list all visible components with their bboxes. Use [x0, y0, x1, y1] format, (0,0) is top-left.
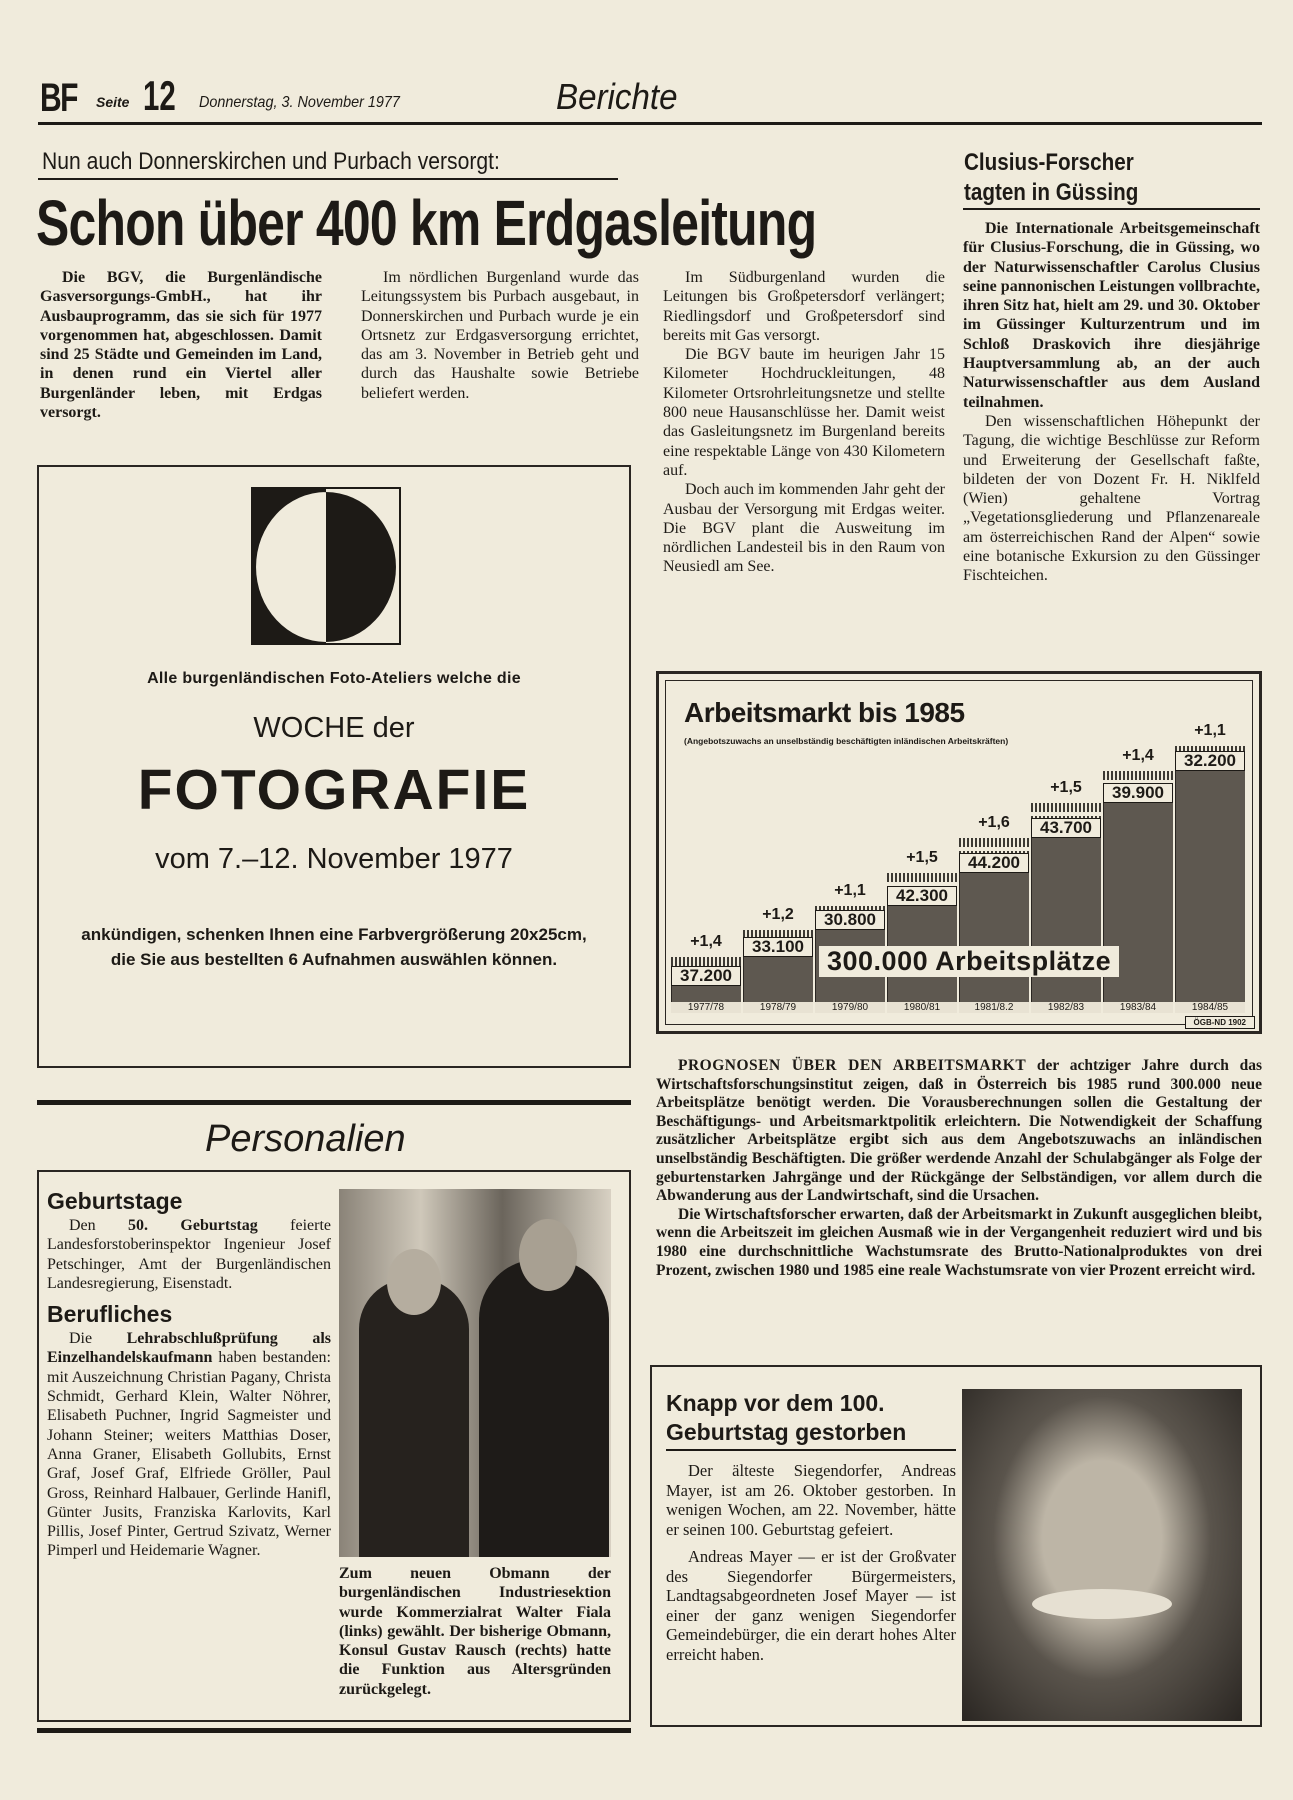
chart-value-label: 44.200: [959, 853, 1029, 873]
chart-bar: [743, 957, 813, 1004]
chart-growth-label: +1,4: [690, 932, 722, 950]
chart-value-label: 30.800: [815, 910, 885, 930]
masthead-logo: BF: [40, 76, 77, 120]
issue-date: Donnerstag, 3. November 1977: [199, 94, 400, 111]
photo-week-ad: [37, 465, 631, 1068]
chart-category-label: 1978/79: [743, 1002, 813, 1013]
headline-line: Clusius-Forscher: [964, 149, 1134, 176]
article-lead-column: [40, 268, 322, 422]
headline-line: tagten in Güssing: [964, 179, 1139, 206]
paragraph: Doch auch im kommenden Jahr geht der Ausbau der Versorgung mit Erdgas weiter. Die BGV plant die Ausweitung im nördlichen Landesteil bis in den Raum von Neusiedl am See.: [663, 481, 945, 576]
chart-subtitle: (Angebotszuwachs an unselbständig beschäftigten inländischen Arbeitskräften): [684, 736, 1009, 746]
chart-growth-label: +1,5: [906, 848, 938, 866]
obituary-body: [666, 1461, 956, 1664]
chart-value-label: 42.300: [887, 886, 957, 906]
ad-offer-line1: ankündigen, schenken Ihnen eine Farbvergrößerung 20x25cm,: [81, 925, 587, 944]
bold-phrase: 50. Geburtstag: [128, 1217, 258, 1234]
chart-bar: [1031, 838, 1101, 1004]
ad-dates: vom 7.–12. November 1977: [155, 843, 513, 875]
berufliches-heading: Berufliches: [47, 1301, 173, 1328]
chart-category-label: 1980/81: [887, 1002, 957, 1013]
article-column-3: [663, 268, 945, 577]
chart-category-label: 1977/78: [671, 1002, 741, 1013]
chart-value-label: 43.700: [1031, 818, 1101, 838]
section-title: Berichte: [556, 76, 678, 117]
paragraph: Die BGV baute im heurigen Jahr 15 Kilometer Hochdruckleitungen, 48 Kilometer Ortsrohrleitungsnetze und stellte 800 neue Hausanschlüsse her. Damit weist das Gasleitungsnetz im Burgenland bereits eine respektable Länge von 430 Kilometern auf.: [663, 346, 945, 479]
ad-logo-icon: [251, 487, 401, 645]
chart-growth-label: +1,4: [1122, 747, 1154, 765]
lead-paragraph: Die BGV, die Burgenländische Gasversorgungs-GmbH., hat ihr Ausbauprogramm, das sie sich für 1977 vorgenommen hat, abgeschlossen. Damit sind 25 Städte und Gemeinden im Land, in denen rund ein Viertel aller Burgenländer leben, mit Erdgas versorgt.: [40, 269, 322, 422]
clusius-rule: [963, 208, 1260, 210]
personalien-bottom-rule: [37, 1728, 631, 1733]
personalien-top-rule: [37, 1100, 631, 1105]
prognosen-lead-text: der achtziger Jahre durch das Wirtschaftsforschungsinstitut zeigen, daß in Österreich bis 1985 rund 300.000 neue Arbeitsplätze benötigt werden. Die Vorausberechnungen sollen die Gestaltung der Beschäftigungs- und Arbeitsmarktpolitik erleichtern. Die Notwendigkeit der Schaffung zusätzlicher Arbeitsplätze ergibt sich aus dem Angebotszuwachs an inländischen unselbständig Beschäftigten. Die größer werdende Anzahl der Schulabgänger als Folge der geburtenstarken Jahrgänge und der Rückgänge der Selbständigen, vor allem durch die Abwanderung aus der Landwirtschaft, sind die Ursachen.: [656, 1057, 1262, 1205]
paragraph: Der älteste Siegendorfer, Andreas Mayer, ist am 26. Oktober gestorben. In wenigen Wochen, am 22. November, hätte er seinen 100. Geburtstag gefeiert.: [666, 1461, 956, 1539]
chart-category-label: 1984/85: [1175, 1002, 1245, 1013]
paragraph: Im Südburgenland wurden die Leitungen bis Großpetersdorf verlängert; Riedlingsdorf und Großpetersdorf sind bereits mit Gas versorgt.: [663, 269, 945, 344]
headline-line: Geburtstag gestorben: [666, 1419, 907, 1445]
chart-bar: [959, 873, 1029, 1004]
page-number: 12: [143, 72, 176, 119]
article-kicker: Nun auch Donnerskirchen und Purbach versorgt:: [42, 148, 500, 175]
chart-category-label: 1982/83: [1031, 1002, 1101, 1013]
lead-paragraph: Die Internationale Arbeitsgemeinschaft für Clusius-Forschung, die in Güssing, wo der Naturwissenschaftler Carolus Clusius seine pannonischen Leistungen vollbrachte, ihren Sitz hat, hielt am 29. und 30. Oktober im Güssinger Kulturzentrum und im Schloß Draskovich ihre diesjährige Hauptversammlung ab, an der auch Naturwissenschaftler aus dem Ausland teilnahmen.: [963, 220, 1260, 411]
labor-market-chart: [656, 671, 1262, 1034]
paragraph: Im nördlichen Burgenland wurde das Leitungssystem bis Purbach ausgebaut, in Donnerskirchen und Purbach wurde je ein Ortsnetz zur Erdgasversorgung errichtet, das am 3. November in Betrieb geht und durch das Haushalte sowie Betriebe beliefert werden.: [361, 269, 639, 402]
article-column-2: [361, 268, 639, 403]
clusius-body: [963, 219, 1260, 586]
chart-growth-label: +1,2: [762, 906, 794, 924]
chart-value-label: 39.900: [1103, 783, 1173, 803]
chart-total-label: 300.000 Arbeitsplätze: [819, 946, 1119, 977]
ad-fotografie: FOTOGRAFIE: [137, 758, 531, 822]
andreas-mayer-portrait: [962, 1389, 1242, 1721]
chart-bar: [1175, 771, 1245, 1004]
paragraph: Andreas Mayer — er ist der Großvater des Siegendorfer Bürgermeisters, Landtagsabgeordneten Josef Mayer — ist einer der ganz wenigen Siegendorfer Gemeindebürger, die ein derart hohes Alter erreicht haben.: [666, 1547, 956, 1664]
obituary-rule: [666, 1449, 956, 1451]
geburtstage-heading: Geburtstage: [47, 1188, 183, 1214]
chart-category-label: 1981/8.2: [959, 1002, 1029, 1013]
kicker-rule: [38, 178, 618, 180]
personalien-text: Geburtstage Den 50. Geburtstag feierte Landesforstoberinspektor Ingenieur Josef Petschinger, Amt der Burgenländischen Landesregierung, Eisenstadt. Berufliches Die Lehrabschlußprüfung als Einzelhandelskaufmann haben bestanden: mit Auszeichnung Christian Pagany, Christa Schmidt, Gerhard Klein, Walter Nöhrer, Elisabeth Puchner, Ingrid Sagmeister und Johann Steiner; weiters Matthias Doser, Anna Graner, Elisabeth Gollubits, Ernst Graf, Josef Graf, Elfriede Gröller, Paul Gross, Reinhard Halbauer, Gerlinde Hanifl, Günter Jusits, Franziska Karlovits, Karl Pillis, Josef Pinter, Gertrud Szivatz, Werner Pimperl und Heidemarie Wagner.: [47, 1188, 332, 1560]
personalien-box: [37, 1170, 631, 1722]
obituary-headline: [666, 1389, 906, 1447]
chart-value-label: 32.200: [1175, 751, 1245, 771]
ad-intro: Alle burgenländischen Foto-Ateliers welche die: [147, 670, 521, 687]
industry-section-photo: [339, 1189, 611, 1557]
paragraph: Den wissenschaftlichen Höhepunkt der Tagung, die wichtige Beschlüsse zur Reform und Erweiterung der Gesellschaft faßte, bildeten der von Dozent Fr. H. Niklfeld (Wien) gehaltene Vortrag „Vegetationsgliederung und Pflanzenareale am österreichischen Rand der Alpen“ sowie eine botanische Exkursion zu den Güssinger Fischteichen.: [963, 412, 1260, 585]
ad-woche: WOCHE der: [253, 712, 415, 744]
masthead-rule: [38, 122, 1262, 125]
chart-growth-label: +1,5: [1050, 779, 1082, 797]
chart-growth-label: +1,1: [834, 882, 866, 900]
chart-value-label: 37.200: [671, 966, 741, 986]
bold-phrase: Lehrabschlußprüfung als Einzelhandelskaufmann: [47, 1330, 331, 1367]
prognosen-lead-caps: PROGNOSEN ÜBER DEN ARBEITSMARKT: [678, 1057, 1027, 1074]
photo-caption: Zum neuen Obmann der burgenländischen Industriesektion wurde Kommerzialrat Walter Fiala (links) gewählt. Der bisherige Obmann, Konsul Gustav Rausch (rechts) hatte die Funktion aus Altersgründen zurückgelegt.: [339, 1565, 611, 1698]
masthead-seite-label: Seite: [96, 94, 130, 110]
obituary-box: [650, 1365, 1262, 1727]
prognosen-article: [656, 1057, 1262, 1280]
chart-growth-label: +1,1: [1194, 722, 1226, 739]
article-headline: Schon über 400 km Erdgasleitung: [36, 187, 817, 259]
paragraph: Die Wirtschaftsforscher erwarten, daß der Arbeitsmarkt in Zukunft ausgeglichen bleibt, wenn die Arbeitszeit im gleichen Ausmaß wie in der Vergangenheit reduziert wird und bis 1980 eine durchschnittliche Wachstumsrate des Brutto-Nationalproduktes von drei Prozent, zwischen 1980 und 1985 eine reale Wachstumsrate von vier Prozent erreicht wird.: [656, 1205, 1262, 1279]
clusius-headline: [964, 148, 1138, 208]
chart-category-label: 1979/80: [815, 1002, 885, 1013]
chart-growth-label: +1,6: [978, 813, 1010, 831]
chart-category-label: 1983/84: [1103, 1002, 1173, 1013]
headline-line: Knapp vor dem 100.: [666, 1390, 885, 1416]
ad-offer-line2: die Sie aus bestellten 6 Aufnahmen auswählen können.: [110, 950, 558, 969]
personalien-heading: Personalien: [205, 1118, 406, 1160]
chart-value-label: 33.100: [743, 937, 813, 957]
chart-credit: ÖGB-ND 1902: [1185, 1016, 1255, 1029]
chart-title: Arbeitsmarkt bis 1985: [684, 697, 965, 728]
